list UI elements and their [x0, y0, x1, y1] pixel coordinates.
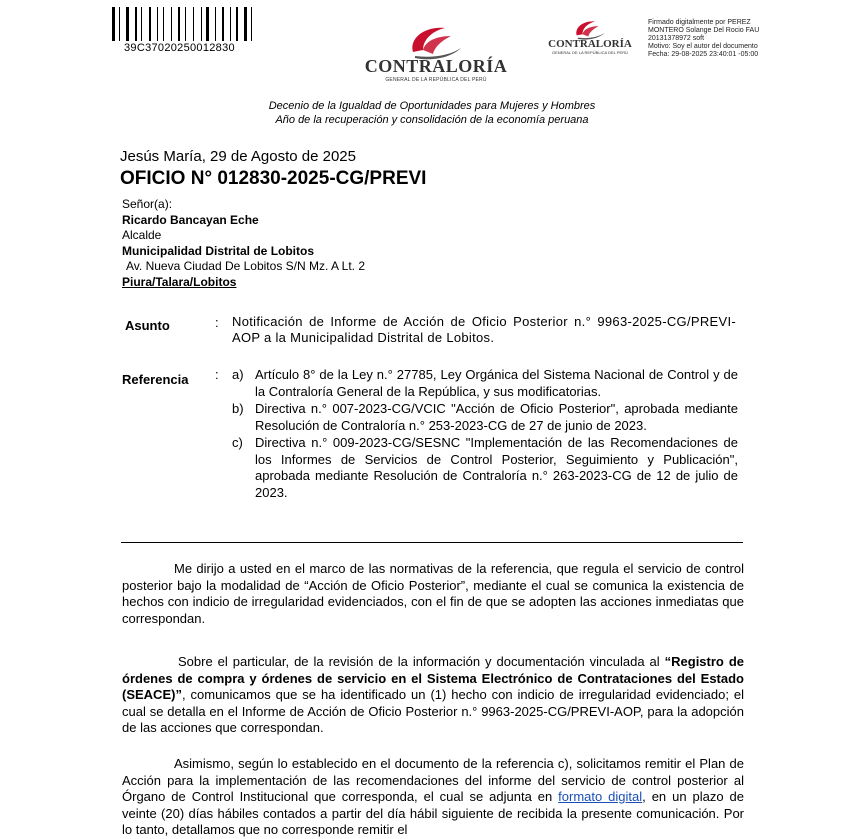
- barcode: [112, 7, 262, 41]
- logo-name: CONTRALORÍA: [364, 56, 508, 76]
- barcode-bar: [212, 7, 214, 41]
- barcode-bar: [218, 7, 219, 41]
- referencia-item-text: Directiva n.° 007-2023-CG/VCIC "Acción de Oficio Posterior", aprobada mediante Resolución de Contraloría n.° 253-2023-CG de 27 de junio de 2023.: [255, 401, 738, 433]
- barcode-bar: [116, 7, 117, 41]
- recipient-address: Av. Nueva Ciudad De Lobitos S/N Mz. A Lt. 2: [126, 259, 366, 273]
- signature-line: MONTERO Solange Del Rocio FAU: [648, 27, 760, 34]
- logo-subtitle: GENERAL DE LA REPÚBLICA DEL PERÚ: [385, 77, 487, 83]
- contraloria-logo: [356, 22, 516, 92]
- barcode-bar: [112, 7, 115, 41]
- signature-line: Motivo: Soy el autor del documento: [648, 43, 758, 50]
- contraloria-signature-logo: [544, 18, 636, 55]
- referencia-item: [232, 401, 738, 434]
- barcode-bar: [193, 7, 194, 41]
- asunto-text: Notificación de Informe de Acción de Oficio Posterior n.° 9963-2025-CG/PREVI-AOP a la Municipalidad Distrital de Lobitos.: [232, 314, 736, 345]
- barcode-bar: [244, 7, 247, 41]
- referencia-item: [232, 435, 738, 501]
- asunto-label: Asunto: [125, 318, 170, 333]
- small-logo-subtitle: GENERAL DE LA REPÚBLICA DEL PERÚ: [552, 50, 628, 55]
- decenio-line: Decenio de la Igualdad de Oportunidades para Mujeres y Hombres: [268, 100, 596, 112]
- barcode-bar: [145, 7, 148, 41]
- barcode-bar: [163, 7, 164, 41]
- recipient-entity: Municipalidad Distrital de Lobitos: [122, 243, 315, 258]
- separator-line: [121, 542, 743, 543]
- recipient-name: Ricardo Bancayan Eche: [122, 212, 259, 227]
- paragraph-text: Asimismo, según lo establecido en el documento de la referencia c), solicitamos remitir el Plan de Acción para la implementación de las recomendaciones del informe del servicio de control posterior al Órgano de Control Institucional que corresponda, el cual se adjunta en: [122, 756, 744, 804]
- barcode-bar: [222, 7, 224, 41]
- referencia-item-text: Artículo 8° de la Ley n.° 27785, Ley Orgánica del Sistema Nacional de Control y de la Contraloría General de la República, y sus modificatorias.: [255, 367, 738, 399]
- formato-digital-link[interactable]: formato digital: [558, 789, 643, 804]
- referencia-colon: :: [215, 367, 219, 382]
- year-name-line: Año de la recuperación y consolidación de la economía peruana: [275, 114, 589, 126]
- barcode-number: 39C37020250012830: [124, 42, 235, 54]
- salutation: Señor(a):: [122, 197, 173, 211]
- city-date: Jesús María, 29 de Agosto de 2025: [120, 148, 356, 165]
- logo-emblem-icon: [401, 22, 471, 60]
- barcode-bar: [131, 7, 132, 41]
- body-paragraph-2: [122, 654, 744, 737]
- signature-line: 20131378972 soft: [648, 35, 705, 42]
- barcode-bar: [153, 7, 154, 41]
- barcode-bar: [174, 7, 175, 41]
- body-paragraph-3: [122, 756, 744, 839]
- barcode-bar: [225, 7, 228, 41]
- barcode-bar: [203, 7, 204, 41]
- paragraph-bold-text: “Registro de órdenes de compra y órdenes de servicio en el Sistema Electrónico de Contrataciones del Estado (SEACE)”: [122, 654, 745, 702]
- barcode-bar: [167, 7, 170, 41]
- logo-emblem-small-icon: [569, 18, 611, 40]
- barcode-bar: [159, 7, 161, 41]
- paragraph-text: Sobre el particular, de la revisión de la información y documentación vinculada al: [178, 654, 665, 669]
- digital-signature-block: [648, 19, 788, 59]
- referencia-list: [232, 367, 738, 502]
- barcode-bar: [178, 7, 180, 41]
- barcode-bar: [181, 7, 183, 41]
- decenio-header: [0, 99, 864, 127]
- oficio-number: OFICIO N° 012830-2025-CG/PREVI: [120, 168, 427, 189]
- barcode-bar: [171, 7, 172, 41]
- barcode-bar: [141, 7, 142, 41]
- paragraph-text: , en un plazo de veinte (20) días hábiles contados a partir del día hábil siguiente de recibida la presente comunicación. Por lo tanto, detallamos que no corresponde remitir el: [122, 789, 744, 837]
- barcode-bar: [248, 7, 249, 41]
- barcode-bar: [149, 7, 151, 41]
- asunto-colon: :: [215, 315, 219, 330]
- signature-line: Firmado digitalmente por PEREZ: [648, 19, 751, 26]
- referencia-item-key: c): [232, 435, 243, 450]
- barcode-bar: [215, 7, 216, 41]
- recipient-position: Alcalde: [122, 228, 162, 242]
- barcode-bar: [230, 7, 231, 41]
- small-logo-name: CONTRALORÍA: [548, 38, 632, 50]
- barcode-bar: [119, 7, 120, 41]
- barcode-bar: [255, 7, 257, 41]
- barcode-bar: [240, 7, 241, 41]
- barcode-bar: [234, 7, 235, 41]
- barcode-bar: [206, 7, 209, 41]
- barcode-bar: [196, 7, 198, 41]
- referencia-item-key: b): [232, 401, 244, 416]
- barcode-bar: [138, 7, 139, 41]
- barcode-bar: [135, 7, 137, 41]
- recipient-location: Piura/Talara/Lobitos: [122, 274, 237, 289]
- referencia-item-key: a): [232, 367, 244, 382]
- barcode-bar: [201, 7, 202, 41]
- body-paragraph-1: Me dirijo a usted en el marco de las normativas de la referencia, que regula el servicio de control posterior bajo la modalidad de “Acción de Oficio Posterior”, mediante el cual se comunica la existencia de hechos con indicio de irregularidad evidenciados, con el fin de que se adopten las acciones inmediatas que correspondan.: [122, 561, 744, 626]
- signature-line: Fecha: 29-08-2025 23:40:01 -05:00: [648, 51, 759, 58]
- recipient-block: [122, 197, 365, 290]
- referencia-label: Referencia: [122, 372, 189, 387]
- barcode-bar: [236, 7, 238, 41]
- barcode-bar: [126, 7, 129, 41]
- paragraph-text: , comunicamos que se ha identificado un (1) hecho con indicio de irregularidad evidenciado; el cual se detalla en el Informe de Acción de Oficio Posterior n.° 9963-2025-CG/PREVI-AOP, para la adopción de las acciones que correspondan.: [122, 687, 744, 735]
- referencia-item-text: Directiva n.° 009-2023-CG/SESNC "Implementación de las Recomendaciones de los Informes de Servicios de Control Posterior, Seguimiento y Publicación", aprobada mediante Resolución de Contraloría n.° 263-2023-CG de 12 de julio de 2023.: [255, 435, 738, 500]
- referencia-item: [232, 367, 738, 400]
- barcode-bar: [123, 7, 125, 41]
- barcode-bar: [251, 7, 252, 41]
- barcode-bar: [157, 7, 158, 41]
- barcode-bar: [189, 7, 192, 41]
- barcode-bar: [185, 7, 186, 41]
